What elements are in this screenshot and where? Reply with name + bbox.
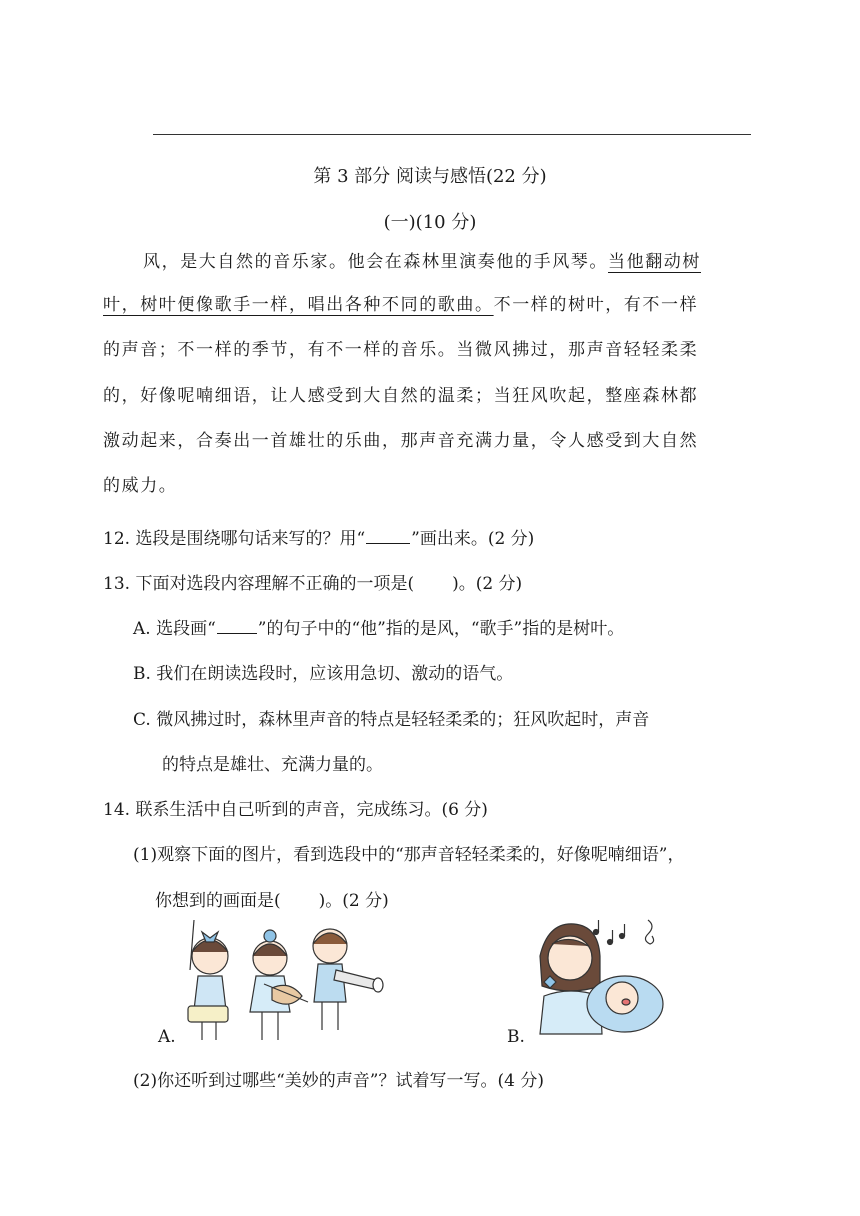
option-a: A. 选段画“ ”的句子中的“他”指的是风，“歌手”指的是树叶。 bbox=[133, 619, 625, 639]
illustration-mother-singing-baby[interactable] bbox=[530, 916, 665, 1036]
option-c-line-2: 的特点是雄壮、充满力量的。 bbox=[162, 755, 383, 775]
passage-text: 不一样的树叶，有不一样 bbox=[493, 295, 699, 315]
sub-question-2: (2)你还听到过哪些“美妙的声音”？试着写一写。(4 分) bbox=[133, 1071, 544, 1091]
passage-line-3: 的声音；不一样的季节，有不一样的音乐。当微风拂过，那声音轻轻柔柔 bbox=[103, 340, 699, 360]
underline-sample bbox=[217, 621, 257, 634]
section-title: 第 3 部分 阅读与感悟(22 分) bbox=[313, 166, 547, 187]
passage-line-4: 的，好像呢喃细语，让人感受到大自然的温柔；当狂风吹起，整座森林都 bbox=[103, 386, 699, 406]
sub-question-1-line-2: 你想到的画面是( )。(2 分) bbox=[155, 891, 389, 911]
question-14: 14. 联系生活中自己听到的声音，完成练习。(6 分) bbox=[103, 800, 488, 820]
passage-line-1 bbox=[143, 254, 701, 271]
passage-line-2 bbox=[103, 297, 698, 314]
underlined-sentence: 叶，树叶便像歌手一样，唱出各种不同的歌曲。 bbox=[103, 295, 494, 315]
picture-b-label: B. bbox=[507, 1027, 525, 1047]
illustration-children-band[interactable] bbox=[180, 918, 385, 1048]
option-b: B. 我们在朗读选段时，应该用急切、激动的语气。 bbox=[133, 664, 514, 684]
passage-line-6: 的威力。 bbox=[103, 476, 178, 496]
underline-sample bbox=[366, 531, 410, 544]
passage-line-5: 激动起来，合奏出一首雄壮的乐曲，那声音充满力量，令人感受到大自然 bbox=[103, 431, 699, 451]
part-title: (一)(10 分) bbox=[383, 212, 477, 233]
picture-a-label: A. bbox=[158, 1027, 176, 1047]
passage-text: 风，是大自然的音乐家。他会在森林里演奏他的手风琴。 bbox=[143, 252, 608, 272]
underlined-sentence: 当他翻动树 bbox=[608, 252, 701, 272]
question-12: 12. 选段是围绕哪句话来写的？用“ ”画出来。(2 分) bbox=[103, 529, 535, 549]
option-c-line-1: C. 微风拂过时，森林里声音的特点是轻轻柔柔的；狂风吹起时，声音 bbox=[133, 710, 650, 730]
sub-question-1-line-1: (1)观察下面的图片，看到选段中的“那声音轻轻柔柔的，好像呢喃细语”， bbox=[133, 845, 685, 865]
top-divider bbox=[153, 134, 751, 135]
question-13: 13. 下面对选段内容理解不正确的一项是( )。(2 分) bbox=[103, 574, 523, 594]
